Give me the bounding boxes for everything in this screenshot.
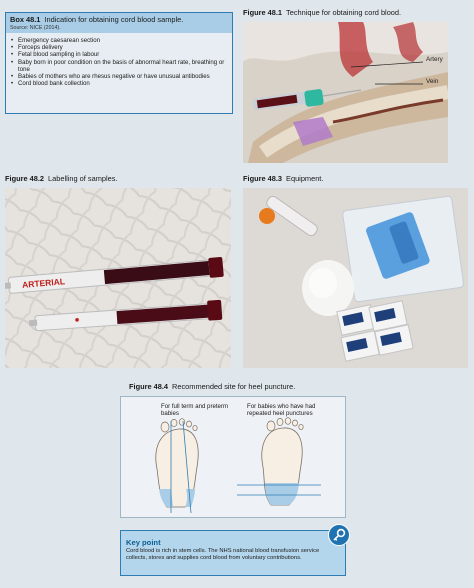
labelled-samples-photo xyxy=(5,188,231,368)
figure-48-1-caption xyxy=(243,8,401,17)
equipment-photo xyxy=(243,188,468,368)
full-term-label: For full term and preterm babies xyxy=(161,403,229,418)
figure-48-4-caption xyxy=(129,382,295,391)
heel-diagram xyxy=(121,397,345,517)
list-item: • Babies of mothers who are rhesus negative or have unusual antibodies xyxy=(11,73,228,80)
artery-label: Artery xyxy=(426,56,443,63)
figure-title: Equipment. xyxy=(286,174,324,183)
figure-title: Technique for obtaining cord blood. xyxy=(286,8,402,17)
key-point-title: Key point xyxy=(126,538,161,547)
arterial-syringe-label: ARTERIAL xyxy=(21,276,66,290)
key-point-box xyxy=(120,530,346,576)
repeated-puncture-label: For babies who have had repeated heel punctures xyxy=(247,403,316,418)
photo-illustration xyxy=(243,22,448,163)
box-header xyxy=(6,13,232,33)
list-item: • Fetal blood sampling in labour xyxy=(11,51,228,58)
figure-label: Figure 48.3 xyxy=(243,174,283,183)
indication-box xyxy=(5,12,233,114)
key-icon xyxy=(328,524,350,546)
list-item: • Forceps delivery xyxy=(11,44,228,51)
figure-title: Recommended site for heel puncture. xyxy=(172,382,296,391)
box-caption xyxy=(10,15,183,24)
list-item: • Emergency caesarean section xyxy=(11,37,228,44)
photo-illustration xyxy=(243,188,468,368)
box-label: Box 48.1 xyxy=(10,15,41,24)
list-item: • Cord blood bank collection xyxy=(11,80,228,87)
key-point-text: Cord blood is rich in stem cells. The NHS national blood transfusion service collects, stores and supplies cord blood from voluntary contributions. xyxy=(126,548,320,562)
figure-48-2-caption xyxy=(5,174,117,183)
figure-label: Figure 48.2 xyxy=(5,174,45,183)
figure-label: Figure 48.1 xyxy=(243,8,283,17)
vein-label: Vein xyxy=(426,78,439,85)
heel-puncture-diagram xyxy=(120,396,346,518)
key-glyph xyxy=(329,525,349,545)
list-item: • Baby born in poor condition on the basis of abnormal heart rate, breathing or tone xyxy=(11,59,228,73)
cord-blood-technique-photo xyxy=(243,22,448,163)
figure-title: Labelling of samples. xyxy=(48,174,118,183)
figure-label: Figure 48.4 xyxy=(129,382,169,391)
indication-list xyxy=(11,37,228,87)
box-source: Source: NICE (2014). xyxy=(10,25,61,31)
box-title: Indication for obtaining cord blood sample. xyxy=(44,15,184,24)
figure-48-3-caption xyxy=(243,174,323,183)
